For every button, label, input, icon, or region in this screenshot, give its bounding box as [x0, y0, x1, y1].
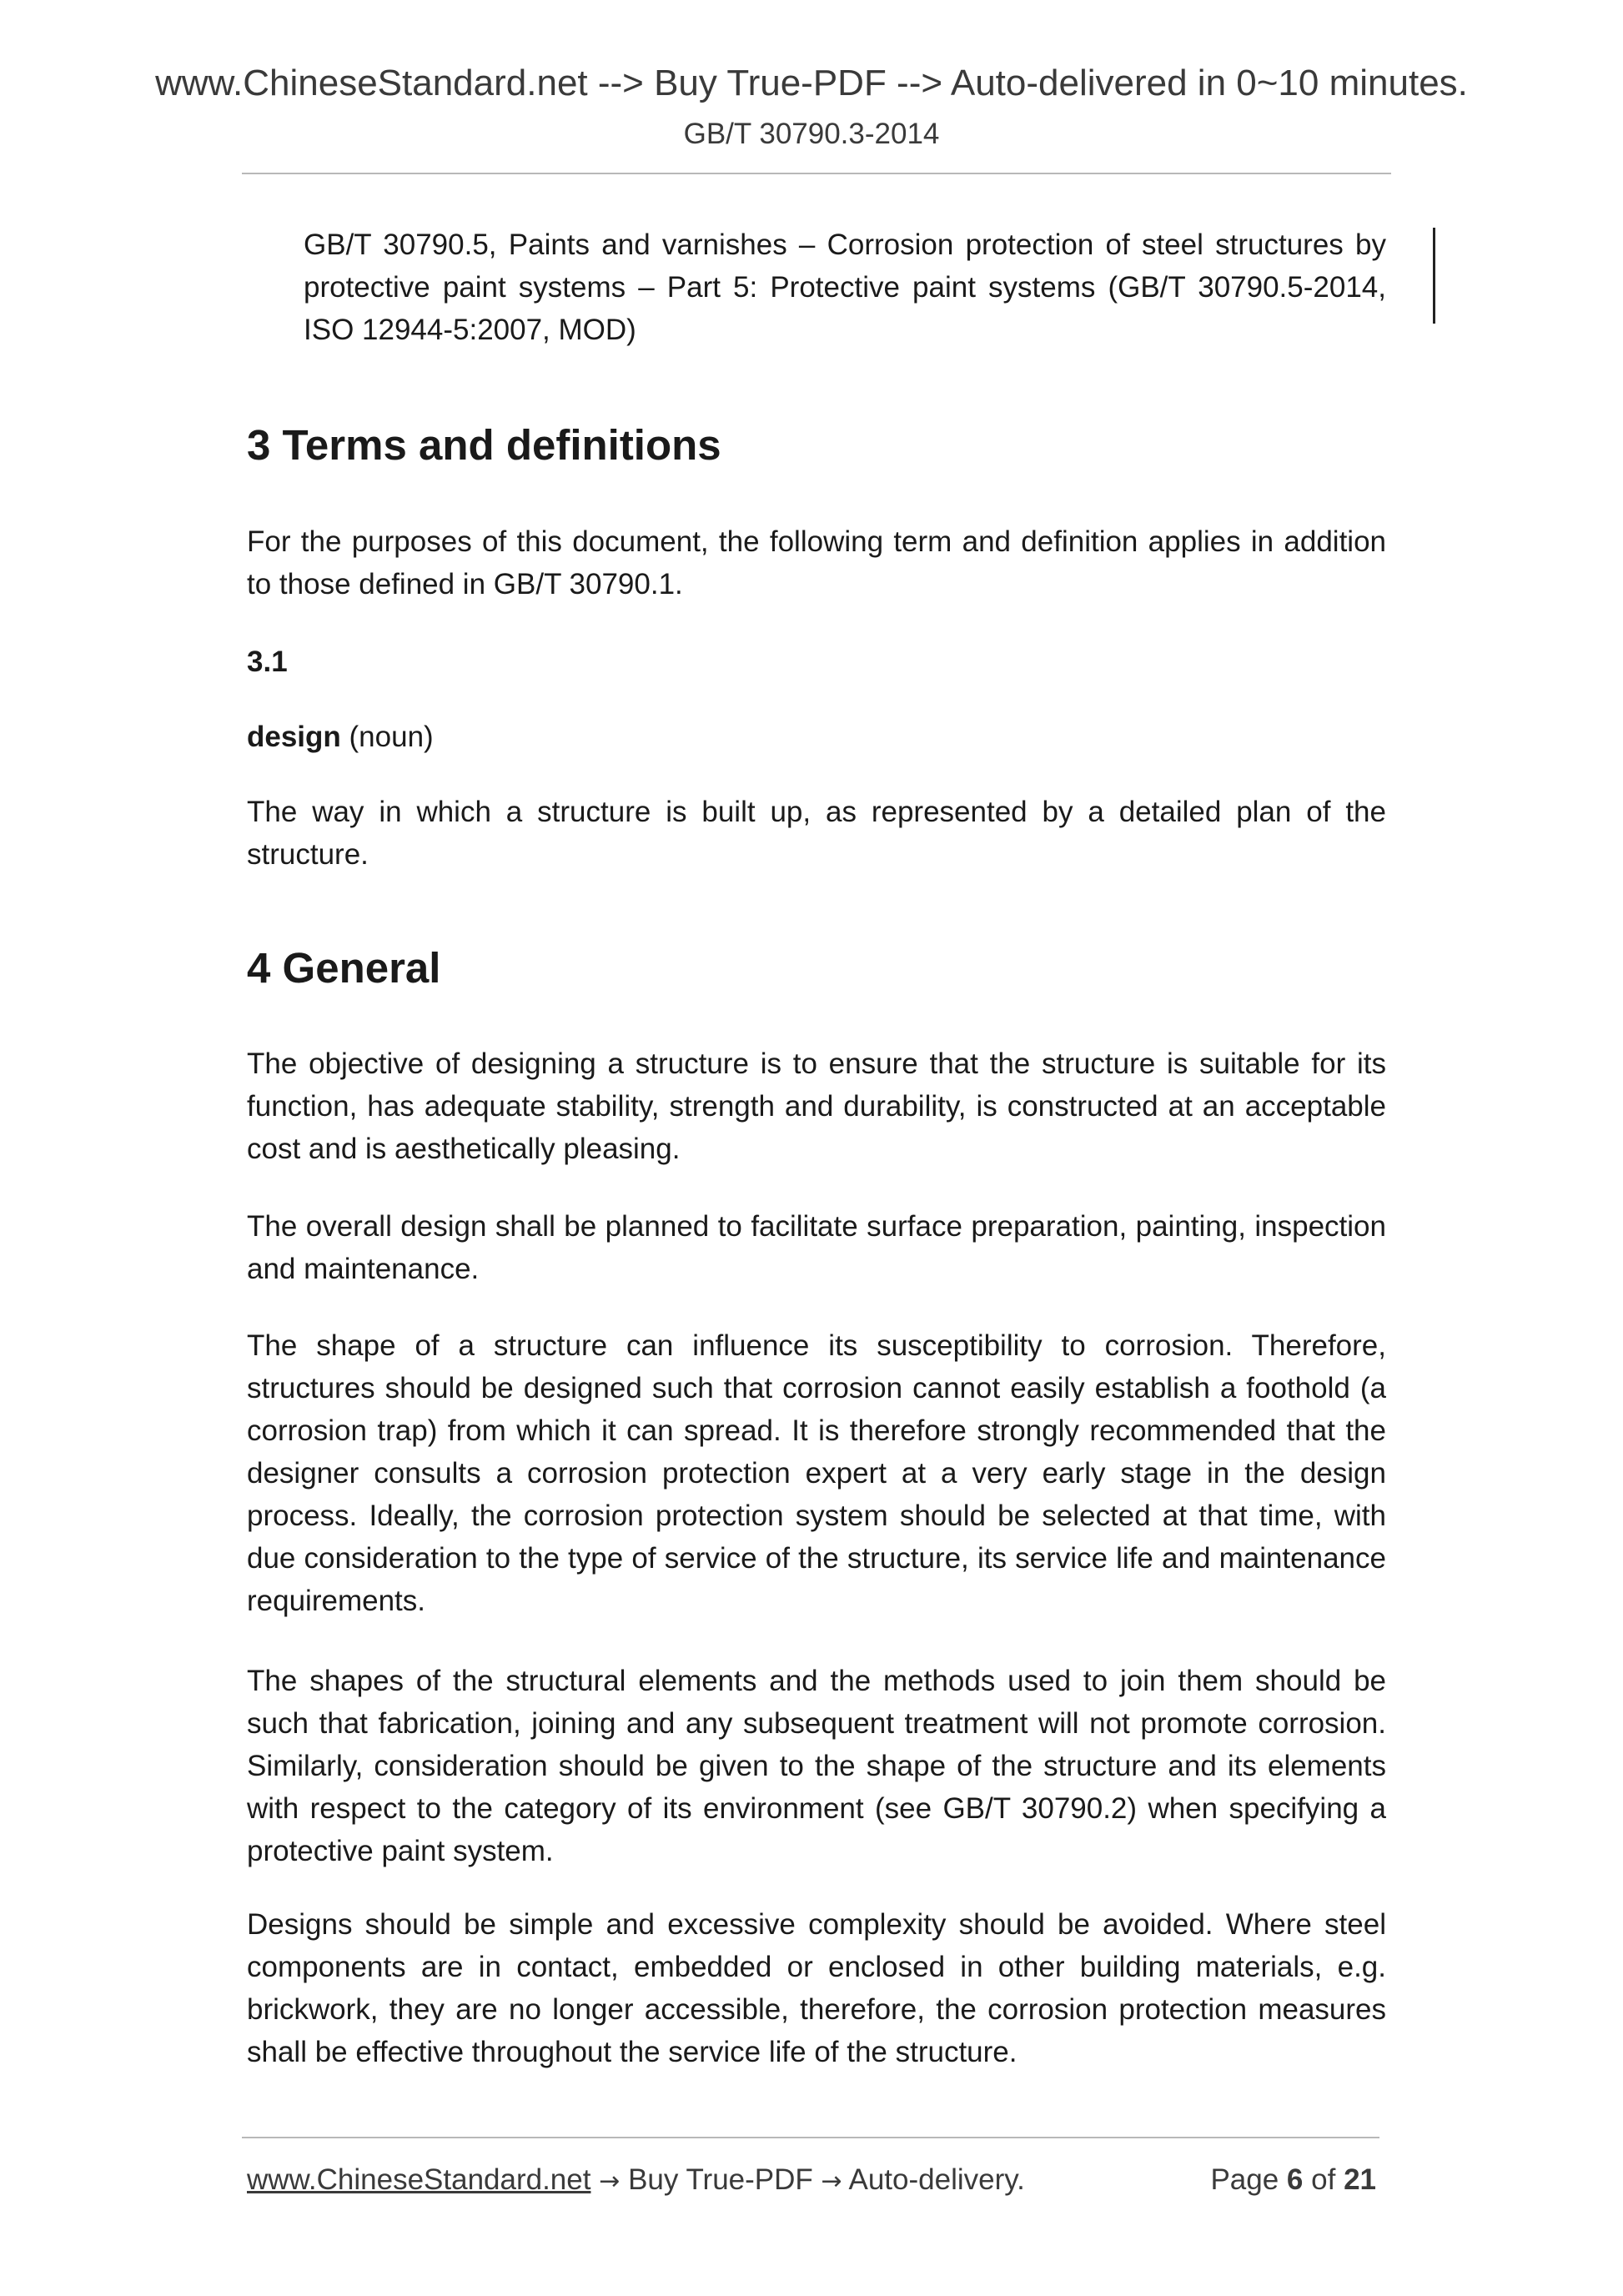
term-number: 3.1: [247, 646, 288, 678]
page-footer: [247, 2163, 1376, 2197]
revision-change-bar: [1433, 228, 1435, 324]
section-4-paragraph: Designs should be simple and excessive complexity should be avoided. Where steel components are in contact, embedded or enclosed in other building materials, e.g. brickwork, they are no longer accessible, therefore, the corrosion protection measures shall be effective throughout the service life of the structure.: [247, 1908, 1386, 2068]
of-label: of: [1311, 2163, 1336, 2196]
section-4-heading: 4 General: [247, 944, 441, 992]
page-current: 6: [1286, 2163, 1304, 2196]
term-entry: [247, 716, 1386, 758]
header-banner: www.ChineseStandard.net --> Buy True-PDF --> Auto-delivered in 0~10 minutes.: [155, 63, 1468, 103]
term-definition: The way in which a structure is built up, as represented by a detailed plan of the structure.: [247, 796, 1386, 871]
section-4-paragraph: The shapes of the structural elements and the methods used to join them should be such that fabrication, joining and any subsequent treatment will not promote corrosion. Similarly, consideration should be given to the shape of the structure and its elements with respect to the category of its environment (see GB/T 30790.2) when specifying a protective paint system.: [247, 1665, 1386, 1867]
arrow-right-icon: →: [821, 2167, 842, 2196]
normative-reference-entry: GB/T 30790.5, Paints and varnishes – Corrosion protection of steel structures by protective paint systems – Part 5: Protective paint systems (GB/T 30790.5-2014, ISO 12944-5:2007, MOD): [304, 229, 1386, 346]
section-3-heading: 3 Terms and definitions: [247, 421, 721, 469]
page-total: 21: [1344, 2163, 1376, 2196]
document-code: GB/T 30790.3-2014: [683, 118, 940, 150]
page-indicator: [1210, 2163, 1376, 2197]
term-part-of-speech: (noun): [340, 721, 434, 753]
footer-buy-text: Buy True-PDF: [628, 2163, 813, 2196]
section-3-intro: For the purposes of this document, the following term and definition applies in addition to those defined in GB/T 30790.1.: [247, 525, 1386, 600]
term-word: design: [247, 721, 341, 753]
section-4-paragraph: The objective of designing a structure is to ensure that the structure is suitable for its function, has adequate stability, strength and durability, is constructed at an acceptable cost and is aesthetically pleasing.: [247, 1048, 1386, 1165]
header-divider: [242, 173, 1391, 174]
footer-divider: [242, 2137, 1379, 2138]
section-4-paragraph: The shape of a structure can influence its susceptibility to corrosion. Therefore, structures should be designed such that corrosion cannot easily establish a foothold (a corrosion trap) from which it can spread. It is therefore strongly recommended that the designer consults a corrosion protection expert at a very early stage in the design process. Ideally, the corrosion protection system should be selected at that time, with due consideration to the type of service of the structure, its service life and maintenance requirements.: [247, 1329, 1386, 1617]
arrow-right-icon: →: [599, 2167, 621, 2196]
footer-promo: [247, 2163, 1025, 2198]
footer-delivery-text: Auto-delivery.: [848, 2163, 1025, 2196]
section-4-paragraph: The overall design shall be planned to facilitate surface preparation, painting, inspection and maintenance.: [247, 1210, 1386, 1285]
page-label: Page: [1210, 2163, 1279, 2196]
footer-site-link[interactable]: www.ChineseStandard.net: [247, 2163, 591, 2196]
